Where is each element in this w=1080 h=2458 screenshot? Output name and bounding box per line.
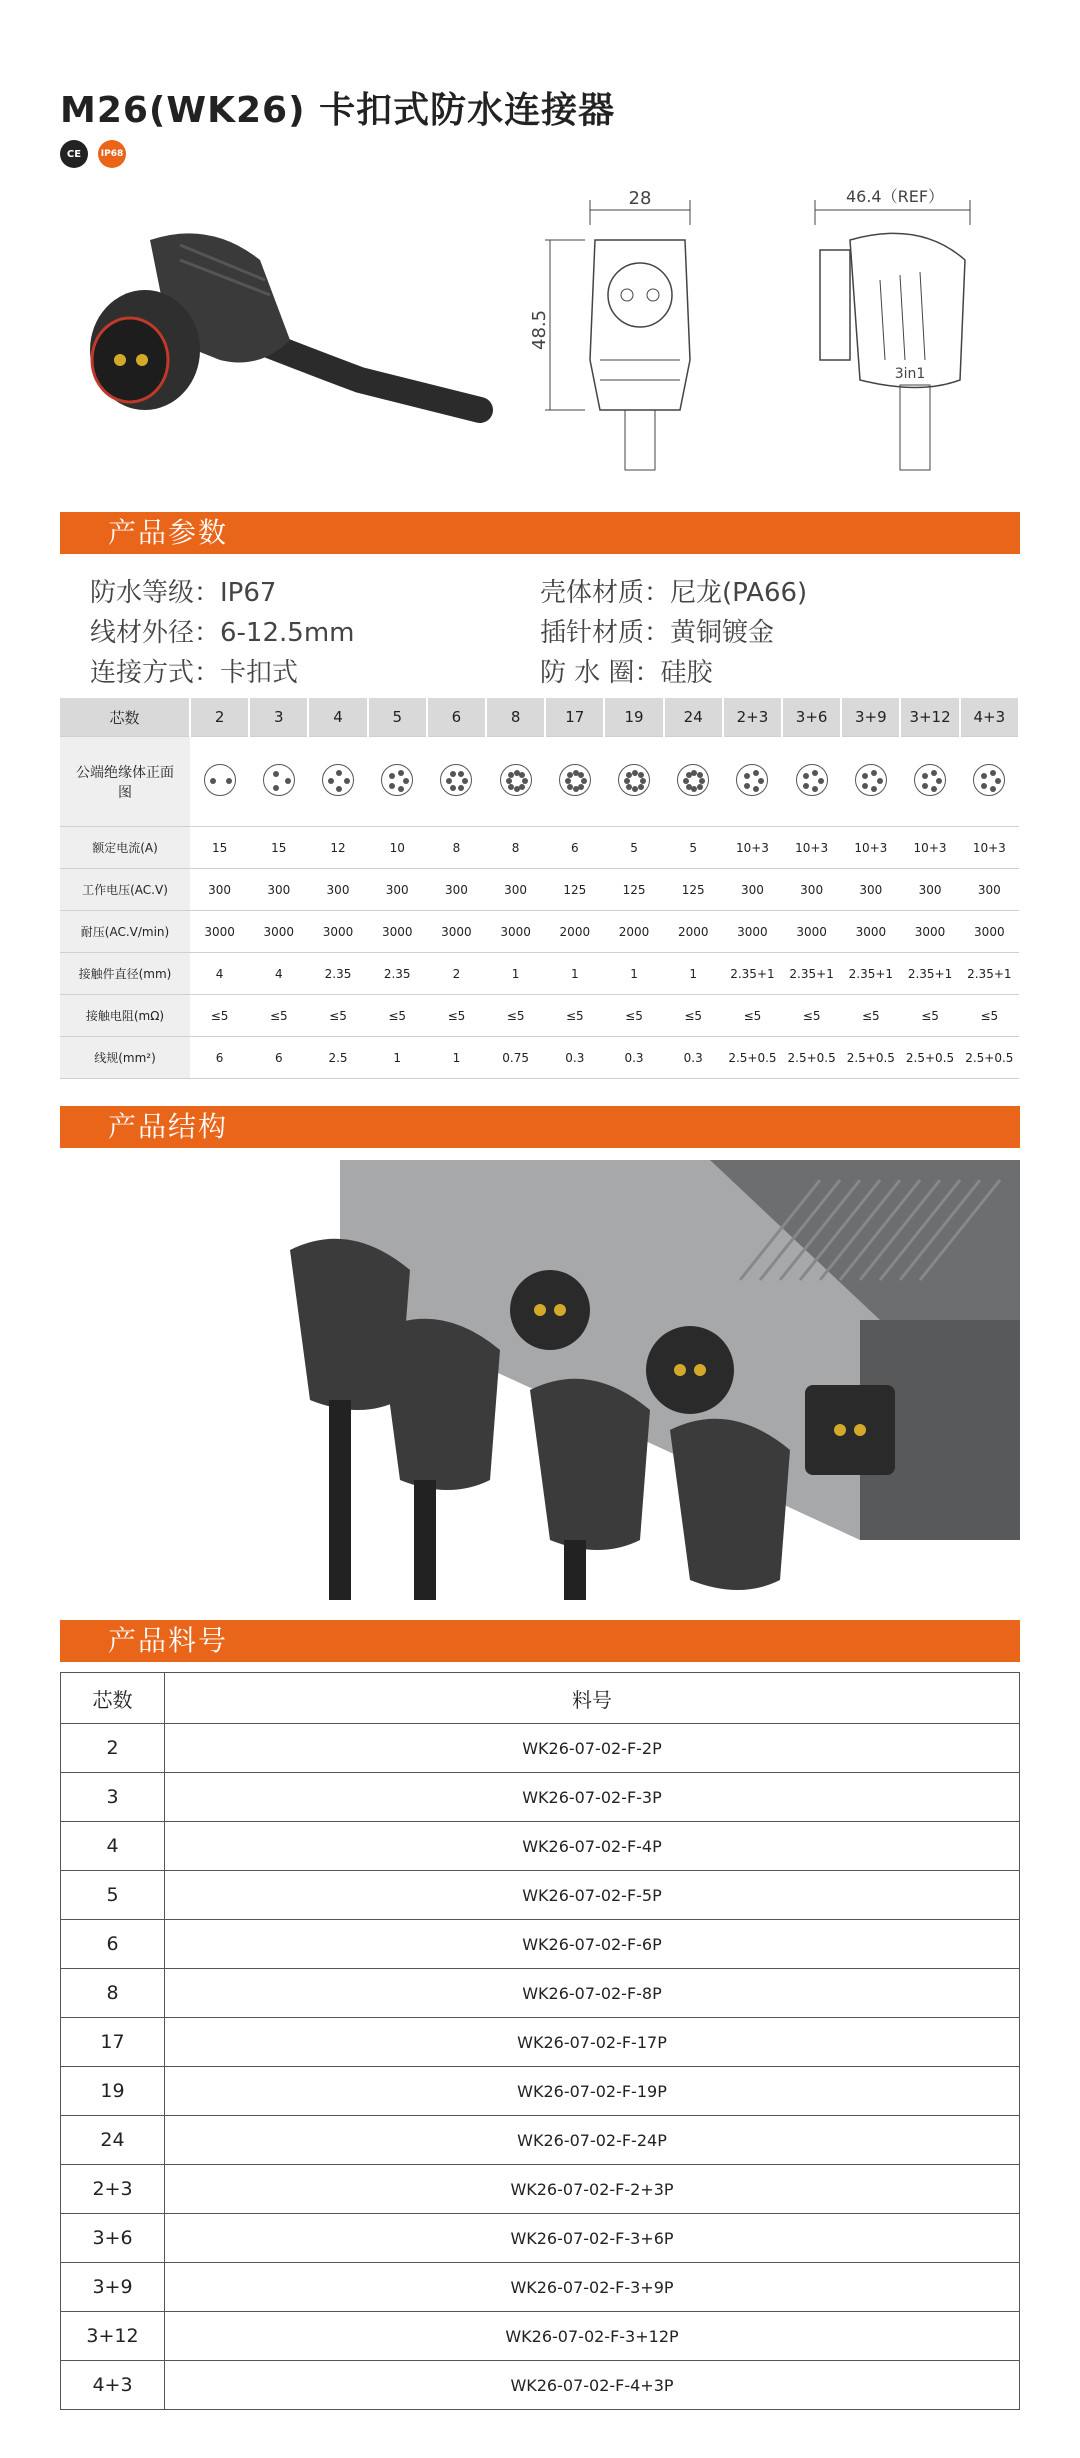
spec-cell: 2.5+0.5 bbox=[782, 1037, 841, 1079]
spec-cell: 2.35+1 bbox=[841, 953, 900, 995]
spec-cell: 0.3 bbox=[545, 1037, 604, 1079]
spec-core-header: 4 bbox=[308, 698, 367, 737]
spec-cell: 2.5+0.5 bbox=[960, 1037, 1019, 1079]
spec-cell: 15 bbox=[190, 827, 249, 869]
connector-product-image bbox=[60, 220, 480, 460]
spec-cell: ≤5 bbox=[308, 995, 367, 1037]
spec-cell: 2.5+0.5 bbox=[900, 1037, 959, 1079]
insulator-face-icon bbox=[381, 764, 413, 796]
spec-cell: 3000 bbox=[841, 911, 900, 953]
pn-partno-cell: WK26-07-02-F-6P bbox=[165, 1920, 1020, 1969]
spec-cell: 6 bbox=[249, 1037, 308, 1079]
spec-cell: 3000 bbox=[960, 911, 1019, 953]
spec-cell: 0.75 bbox=[486, 1037, 545, 1079]
table-row bbox=[61, 1871, 1020, 1920]
params-list bbox=[90, 572, 990, 692]
insulator-face-icon bbox=[973, 764, 1005, 796]
spec-cell: 2.5+0.5 bbox=[723, 1037, 782, 1079]
spec-row bbox=[60, 953, 1019, 995]
spec-cell: 12 bbox=[308, 827, 367, 869]
insulator-face-icon bbox=[263, 764, 295, 796]
insulator-face-icon bbox=[322, 764, 354, 796]
spec-row bbox=[60, 995, 1019, 1037]
pn-cores-cell: 3 bbox=[61, 1773, 165, 1822]
table-row bbox=[61, 1724, 1020, 1773]
table-row bbox=[61, 1920, 1020, 1969]
param-pin: 插针材质：黄铜镀金 bbox=[540, 618, 775, 648]
spec-header-label: 芯数 bbox=[60, 698, 190, 737]
table-row bbox=[61, 2214, 1020, 2263]
table-row bbox=[61, 2361, 1020, 2410]
spec-cell: 10 bbox=[368, 827, 427, 869]
spec-row bbox=[60, 1037, 1019, 1079]
spec-cell: 3000 bbox=[723, 911, 782, 953]
pn-partno-cell: WK26-07-02-F-2+3P bbox=[165, 2165, 1020, 2214]
spec-cell: 300 bbox=[308, 869, 367, 911]
pn-partno-cell: WK26-07-02-F-24P bbox=[165, 2116, 1020, 2165]
ip68-badge-icon: IP68 bbox=[98, 140, 126, 168]
spec-cell: 2.35+1 bbox=[782, 953, 841, 995]
pn-cores-cell: 3+6 bbox=[61, 2214, 165, 2263]
pn-cores-cell: 4 bbox=[61, 1822, 165, 1871]
spec-cell: 300 bbox=[900, 869, 959, 911]
section-params-header: 产品参数 bbox=[60, 512, 1020, 554]
spec-cell: 2.35+1 bbox=[900, 953, 959, 995]
insulator-face-icon bbox=[618, 764, 650, 796]
spec-cell: 2.35 bbox=[368, 953, 427, 995]
spec-cell: 2.35+1 bbox=[723, 953, 782, 995]
spec-cell: 300 bbox=[190, 869, 249, 911]
spec-cell: 3000 bbox=[308, 911, 367, 953]
pn-partno-cell: WK26-07-02-F-3+6P bbox=[165, 2214, 1020, 2263]
pn-cores-cell: 2 bbox=[61, 1724, 165, 1773]
insulator-face-icon bbox=[440, 764, 472, 796]
spec-cell: 1 bbox=[486, 953, 545, 995]
spec-cell: 0.3 bbox=[604, 1037, 663, 1079]
section-partno-header: 产品料号 bbox=[60, 1620, 1020, 1662]
spec-cell: ≤5 bbox=[427, 995, 486, 1037]
pn-partno-cell: WK26-07-02-F-3+9P bbox=[165, 2263, 1020, 2312]
spec-cell: 4 bbox=[249, 953, 308, 995]
param-shell: 壳体材质：尼龙(PA66) bbox=[540, 578, 808, 608]
spec-cell: 8 bbox=[427, 827, 486, 869]
front-dimension-drawing bbox=[529, 180, 740, 480]
spec-cell: 2.35+1 bbox=[960, 953, 1019, 995]
spec-row-label: 工作电压(AC.V) bbox=[60, 869, 190, 911]
insulator-face-icon bbox=[736, 764, 768, 796]
param-seal: 防 水 圈：硅胶 bbox=[540, 658, 713, 688]
spec-cell: 2000 bbox=[664, 911, 723, 953]
spec-cell: 3000 bbox=[368, 911, 427, 953]
spec-cell: 5 bbox=[664, 827, 723, 869]
insulator-face-icon bbox=[500, 764, 532, 796]
param-cable-od: 线材外径：6-12.5mm bbox=[90, 618, 355, 648]
spec-cell: 2 bbox=[427, 953, 486, 995]
spec-cell: 10+3 bbox=[960, 827, 1019, 869]
insulator-face-icon bbox=[677, 764, 709, 796]
table-row bbox=[61, 2165, 1020, 2214]
spec-cell: 2000 bbox=[545, 911, 604, 953]
pn-cores-cell: 3+12 bbox=[61, 2312, 165, 2361]
spec-cell: 3000 bbox=[190, 911, 249, 953]
spec-cell: 10+3 bbox=[723, 827, 782, 869]
spec-core-header: 5 bbox=[368, 698, 427, 737]
spec-cell: ≤5 bbox=[545, 995, 604, 1037]
table-row bbox=[61, 2067, 1020, 2116]
spec-cell: 300 bbox=[427, 869, 486, 911]
spec-core-header: 3+12 bbox=[900, 698, 959, 737]
spec-row bbox=[60, 827, 1019, 869]
side-dimension-drawing bbox=[800, 180, 1000, 480]
spec-core-header: 6 bbox=[427, 698, 486, 737]
width-dimension: 28 bbox=[628, 188, 652, 209]
spec-cell: 3000 bbox=[900, 911, 959, 953]
spec-cell: 6 bbox=[190, 1037, 249, 1079]
insulator-face-icon bbox=[559, 764, 591, 796]
insulator-face-icon bbox=[204, 764, 236, 796]
spec-cell: 10+3 bbox=[782, 827, 841, 869]
pn-cores-cell: 8 bbox=[61, 1969, 165, 2018]
spec-core-header: 4+3 bbox=[960, 698, 1019, 737]
spec-cell: 300 bbox=[368, 869, 427, 911]
spec-core-header: 2 bbox=[190, 698, 249, 737]
spec-cell: ≤5 bbox=[486, 995, 545, 1037]
spec-row bbox=[60, 911, 1019, 953]
param-connection: 连接方式：卡扣式 bbox=[90, 658, 299, 688]
drawing-mark: 3in1 bbox=[894, 366, 926, 382]
spec-core-header: 19 bbox=[604, 698, 663, 737]
table-row bbox=[61, 2263, 1020, 2312]
spec-cell: 15 bbox=[249, 827, 308, 869]
spec-cell: 5 bbox=[604, 827, 663, 869]
insulator-face-icon bbox=[914, 764, 946, 796]
spec-cell: ≤5 bbox=[664, 995, 723, 1037]
insulator-face-icon bbox=[796, 764, 828, 796]
pn-cores-cell: 19 bbox=[61, 2067, 165, 2116]
spec-cell: 4 bbox=[190, 953, 249, 995]
insulator-face-icon bbox=[855, 764, 887, 796]
spec-cell: ≤5 bbox=[604, 995, 663, 1037]
height-dimension: 48.5 bbox=[529, 309, 550, 350]
spec-cell: 300 bbox=[841, 869, 900, 911]
spec-cell: 3000 bbox=[486, 911, 545, 953]
pn-partno-cell: WK26-07-02-F-19P bbox=[165, 2067, 1020, 2116]
spec-cell: 125 bbox=[545, 869, 604, 911]
spec-cell: 1 bbox=[604, 953, 663, 995]
spec-cell: 300 bbox=[723, 869, 782, 911]
pn-partno-cell: WK26-07-02-F-4+3P bbox=[165, 2361, 1020, 2410]
spec-cell: 1 bbox=[368, 1037, 427, 1079]
table-row bbox=[61, 1773, 1020, 1822]
table-row bbox=[61, 1822, 1020, 1871]
spec-cell: 1 bbox=[545, 953, 604, 995]
spec-cell: 2.5+0.5 bbox=[841, 1037, 900, 1079]
spec-cell: ≤5 bbox=[368, 995, 427, 1037]
spec-cell: 1 bbox=[664, 953, 723, 995]
spec-cell: 6 bbox=[545, 827, 604, 869]
spec-cell: 3000 bbox=[249, 911, 308, 953]
face-label: 公端绝缘体正面图 bbox=[60, 737, 190, 827]
spec-core-header: 3 bbox=[249, 698, 308, 737]
pn-header-cores: 芯数 bbox=[61, 1673, 165, 1724]
spec-cell: 300 bbox=[960, 869, 1019, 911]
table-row bbox=[61, 2312, 1020, 2361]
spec-row-label: 接触电阻(mΩ) bbox=[60, 995, 190, 1037]
product-structure-image bbox=[60, 1160, 1020, 1600]
part-number-table bbox=[60, 1672, 1020, 2410]
side-dimension: 46.4（REF） bbox=[845, 187, 945, 206]
spec-cell: 125 bbox=[664, 869, 723, 911]
pn-cores-cell: 6 bbox=[61, 1920, 165, 1969]
param-protection: 防水等级：IP67 bbox=[90, 578, 277, 608]
spec-cell: ≤5 bbox=[782, 995, 841, 1037]
spec-cell: 2.5 bbox=[308, 1037, 367, 1079]
spec-core-header: 8 bbox=[486, 698, 545, 737]
table-row bbox=[61, 2116, 1020, 2165]
spec-row-label: 接触件直径(mm) bbox=[60, 953, 190, 995]
spec-cell: 8 bbox=[486, 827, 545, 869]
pn-partno-cell: WK26-07-02-F-4P bbox=[165, 1822, 1020, 1871]
pn-partno-cell: WK26-07-02-F-3P bbox=[165, 1773, 1020, 1822]
spec-cell: 3000 bbox=[782, 911, 841, 953]
pn-cores-cell: 17 bbox=[61, 2018, 165, 2067]
spec-cell: 300 bbox=[486, 869, 545, 911]
page-title: M26(WK26) 卡扣式防水连接器 bbox=[60, 90, 616, 131]
spec-row bbox=[60, 869, 1019, 911]
spec-cell: 0.3 bbox=[664, 1037, 723, 1079]
spec-row-label: 耐压(AC.V/min) bbox=[60, 911, 190, 953]
pn-partno-cell: WK26-07-02-F-2P bbox=[165, 1724, 1020, 1773]
table-row bbox=[61, 2018, 1020, 2067]
spec-core-header: 3+9 bbox=[841, 698, 900, 737]
spec-cell: 125 bbox=[604, 869, 663, 911]
pn-cores-cell: 24 bbox=[61, 2116, 165, 2165]
table-row bbox=[61, 1969, 1020, 2018]
pn-cores-cell: 4+3 bbox=[61, 2361, 165, 2410]
pn-partno-cell: WK26-07-02-F-17P bbox=[165, 2018, 1020, 2067]
pn-cores-cell: 3+9 bbox=[61, 2263, 165, 2312]
pn-cores-cell: 5 bbox=[61, 1871, 165, 1920]
section-structure-header: 产品结构 bbox=[60, 1106, 1020, 1148]
spec-core-header: 3+6 bbox=[782, 698, 841, 737]
spec-core-header: 17 bbox=[545, 698, 604, 737]
spec-cell: 2.35 bbox=[308, 953, 367, 995]
ce-mark-icon: CE bbox=[60, 140, 88, 168]
spec-cell: 300 bbox=[782, 869, 841, 911]
spec-cell: ≤5 bbox=[249, 995, 308, 1037]
spec-cell: ≤5 bbox=[960, 995, 1019, 1037]
spec-core-header: 24 bbox=[664, 698, 723, 737]
spec-cell: 10+3 bbox=[900, 827, 959, 869]
spec-cell: 300 bbox=[249, 869, 308, 911]
spec-cell: 2000 bbox=[604, 911, 663, 953]
spec-cell: ≤5 bbox=[841, 995, 900, 1037]
spec-row-label: 额定电流(A) bbox=[60, 827, 190, 869]
spec-cell: ≤5 bbox=[723, 995, 782, 1037]
pn-partno-cell: WK26-07-02-F-8P bbox=[165, 1969, 1020, 2018]
spec-cell: 10+3 bbox=[841, 827, 900, 869]
pn-header-partno: 料号 bbox=[165, 1673, 1020, 1724]
spec-table bbox=[60, 698, 1020, 1079]
spec-row-label: 线规(mm²) bbox=[60, 1037, 190, 1079]
spec-cell: 1 bbox=[427, 1037, 486, 1079]
spec-core-header: 2+3 bbox=[723, 698, 782, 737]
pn-partno-cell: WK26-07-02-F-5P bbox=[165, 1871, 1020, 1920]
spec-cell: ≤5 bbox=[900, 995, 959, 1037]
spec-cell: ≤5 bbox=[190, 995, 249, 1037]
spec-cell: 3000 bbox=[427, 911, 486, 953]
pn-cores-cell: 2+3 bbox=[61, 2165, 165, 2214]
pn-partno-cell: WK26-07-02-F-3+12P bbox=[165, 2312, 1020, 2361]
